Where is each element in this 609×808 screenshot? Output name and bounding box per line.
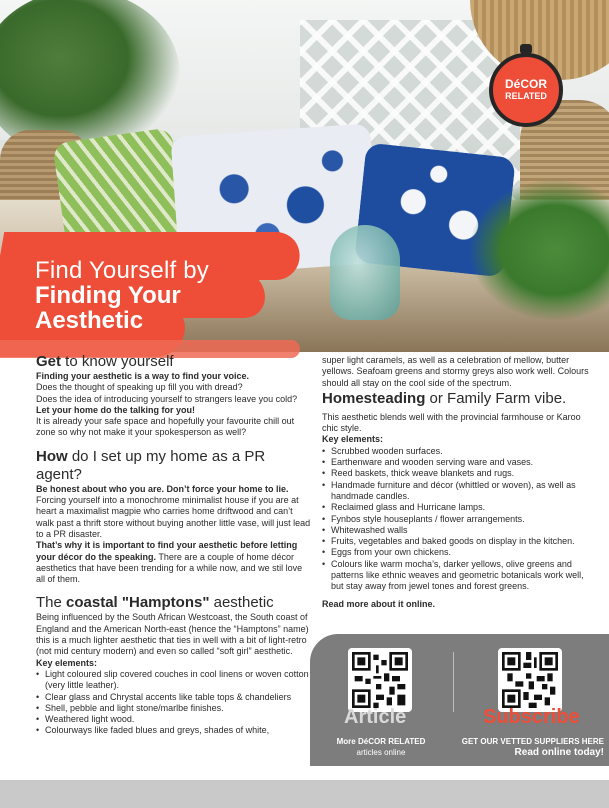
- title-line-3: Aesthetic: [35, 307, 144, 335]
- left-column: [36, 353, 312, 737]
- subscribe-caption: GET OUR VETTED SUPPLIERS HERE Read online today!: [461, 737, 604, 758]
- list-item: • Shell, pebble and light stone/marlbe finishes.: [36, 703, 312, 714]
- paragraph: Being influenced by the South African Westcoast, the South coast of England and the American North-east (hence the “Hamptons” name) this is a much lighter aesthetic that ties in well with a bit of light-retro (not mid century modern) and even so called “soft girl” aesthetic.: [36, 612, 309, 657]
- page-title: [35, 258, 209, 334]
- badge-top: DéCOR: [504, 77, 547, 91]
- cta-divider: [453, 652, 454, 712]
- paragraph: Does the thought of speaking up fill you with dread?: [36, 382, 243, 393]
- qr-code-icon: [502, 652, 558, 708]
- list-item: • Handmade furniture and décor (whittled or woven), as well as handmade candles.: [322, 480, 590, 503]
- cta-panel: [310, 634, 609, 766]
- paragraph-continued: super light caramels, as well as a celebration of mellow, butter yellows. Seafoam greens and stormy greys also work well. Colours should all stay on the cool side of the spectrum.: [322, 355, 589, 388]
- paragraph: Let your home do the talking for you!: [36, 404, 196, 415]
- list-item: • Weathered light wood.: [36, 714, 312, 725]
- list-item: • Colourways like faded blues and greys, shades of white,: [36, 725, 312, 736]
- list-item: • Fynbos style houseplants / flower arrangements.: [322, 514, 590, 525]
- subscribe-cta[interactable]: Subscribe: [483, 706, 580, 728]
- hamptons-list: [36, 669, 312, 737]
- heading-homesteading: Homesteading or Family Farm vibe.: [322, 389, 567, 407]
- key-elements-label: Key elements:: [36, 657, 98, 668]
- paragraph: This aesthetic blends well with the provincial farmhouse or Karoo chic style.: [322, 411, 581, 434]
- list-item: • Whitewashed walls: [322, 525, 590, 536]
- list-item: • Fruits, vegetables and baked goods on display in the kitchen.: [322, 536, 590, 547]
- hero-glass-vase: [330, 225, 400, 320]
- paragraph: Finding your aesthetic is a way to find your voice.: [36, 371, 250, 381]
- article-qr-code[interactable]: [348, 648, 412, 712]
- list-item: • Reed baskets, thick weave blankets and rugs.: [322, 468, 590, 479]
- article-caption: More DéCOR RELATED articles online: [336, 737, 426, 757]
- read-more-link[interactable]: Read more about it online.: [322, 598, 436, 609]
- list-item: • Eggs from your own chickens.: [322, 547, 590, 558]
- right-column: [322, 355, 590, 610]
- list-item: • Light coloured slip covered couches in cool linens or woven cotton (very little leather).: [36, 669, 312, 692]
- title-line-2: Finding Your: [35, 282, 181, 310]
- decor-related-badge: [489, 53, 563, 127]
- list-item: • Clear glass and Chrystal accents like table tops & chandeliers: [36, 692, 312, 703]
- homestead-list: [322, 446, 590, 593]
- list-item: • Scrubbed wooden surfaces.: [322, 446, 590, 457]
- subscribe-qr-code[interactable]: [498, 648, 562, 712]
- paragraph: Be honest about who you are. Don’t force your home to lie.: [36, 483, 289, 494]
- key-elements-label: Key elements:: [322, 434, 384, 445]
- paragraph: Forcing yourself into a monochrome minimalist house if you are at heart a maximalist magpie who carries home driftwood and can’t walk past a thrift store without buying another little vase, will just lead to a PR disaster.: [36, 495, 311, 539]
- paragraph: It is already your safe space and hopefully your favourite chill out zone so why not make it your spokesperson as well?: [36, 416, 295, 438]
- heading-get-to-know: Get to know yourself: [36, 353, 174, 370]
- list-item: • Earthenware and wooden serving ware and vases.: [322, 457, 590, 468]
- paragraph: That’s why it is important to find your aesthetic before letting your décor do the speaking. There are a couple of home décor aesthetics that have been trending for a while now, and we stil love all of them.: [36, 540, 303, 585]
- article-cta[interactable]: Article: [344, 706, 407, 728]
- badge-bottom: RELATED: [505, 91, 547, 102]
- heading-hamptons: The coastal "Hamptons" aesthetic: [36, 594, 274, 612]
- list-item: • Reclaimed glass and Hurricane lamps.: [322, 502, 590, 513]
- list-item: • Colours like warm mocha’s, darker yellows, olive greens and patterns like ethnic weaves and geometric botanicals work well, but stay away from jewel tones and forest greens.: [322, 559, 590, 593]
- paragraph: Does the idea of introducing yourself to strangers leave you cold?: [36, 393, 298, 404]
- qr-code-icon: [352, 652, 408, 708]
- heading-how: How do I set up my home as a PR agent?: [36, 447, 266, 483]
- title-line-1: Find Yourself by: [35, 257, 209, 284]
- footer-bar: [0, 780, 609, 808]
